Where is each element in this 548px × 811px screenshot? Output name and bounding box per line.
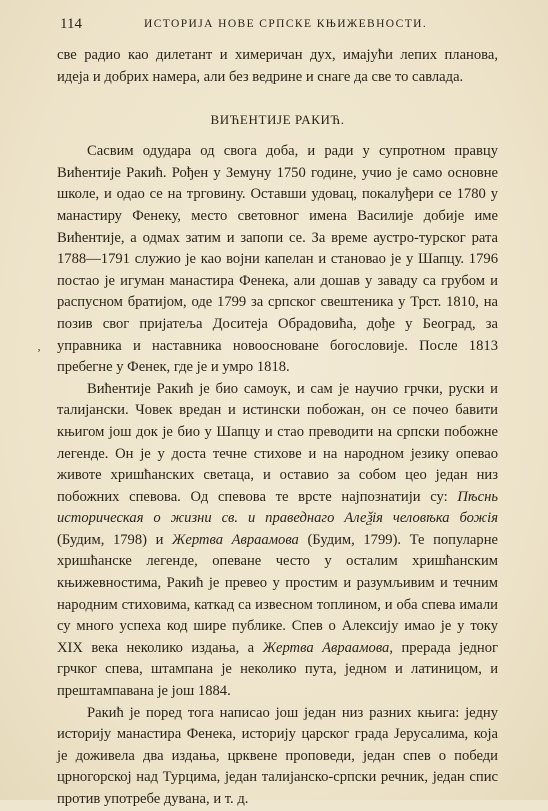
biography-paragraph: Сасвим одудара од свога доба, и ради у супротном правцу Вићентије Ракић. Рођен у Земуну 1750 године, учио је само основне школе, и одао се на трговину. Оставши удовац, покалуђери се 1780 у манастиру Фенеку, место световног имена Василије добије име Вићентије, а одмах затим и запопи се. За време аустро-турског рата 1788—1791 служио је као војни капелан и становао је у Шапцу. 1796 постао је игуман манастира Фенека, али дошав у заваду са грубом и распусном братијом, оде 1799 за српског свештеника у Трст. 1810, на позив свог пријатеља Доситеја Обрадовића, дође у Београд, за управника и наставника новоосноване богословије. После 1813 пребегне у Фенек, где је и умро 1818. xyxy=(57,143,498,376)
running-head: ИСТОРИЈА НОВЕ СРПСКЕ КЊИЖЕВНОСТИ. xyxy=(144,18,428,30)
work-title-abraham: Жертва Авраамова xyxy=(171,531,299,548)
works-text-c: (Будим, 1799). Те популарне хришћанске легенде, опеване често у осталим хришћанским књижевностима, Ракић је превео у простим и разумљивим и течним народним стиховима, каткад са извесном топлином, и оба спева имали су много успеха код шире публике. Спев о Алексију имао је у току XIX века неколико издања, а xyxy=(57,531,498,656)
margin-mark: ʼ xyxy=(37,346,41,360)
works-text-d: , прерада једног грчког спева, штампана је неколико пута, једном и латиницом, и прештампавана је још 1884. xyxy=(57,639,498,700)
page-number: 114 xyxy=(60,16,82,32)
work-title-abraham-2: Жертва Авраамова xyxy=(262,639,390,656)
works-paragraph xyxy=(57,379,498,703)
opening-paragraph: све радио као дилетант и химеричан дух, имајући лепих планова, идеја и добрих намера, али без ведрине и снаге да све то савлада. xyxy=(57,47,498,85)
page-body xyxy=(57,45,498,811)
section-heading: ВИЋЕНТИЈЕ РАКИЋ. xyxy=(210,112,345,128)
other-works-paragraph: Ракић је поред тога написао још један низ разних књига: једну историју манастира Фенека, историју царског града Јерусалима, која је доживела два издања, црквене проповеди, један спев о победи црногорској над Турцима, један талијанско-српски речник, један спис против употребе дувана, и т. д. xyxy=(57,704,498,807)
work-title-alexis: Пѣснь историческая о жизни св. и праведнаго Алеѯія человѣка божія xyxy=(57,488,498,527)
works-text-a: Вићентије Ракић је био самоук, и сам је научио грчки, руски и талијански. Човек вредан и истински побожан, он се почео бавити књигом још док је био у Шапцу и стао преводити на српски побожне легенде. Он је у доста течне стихове и на народном језику опевао животе хришћанских светаца, и оставио за собом цео један низ побожних спевова. Од спевова те врсте најпознатији су: xyxy=(57,380,498,505)
works-text-b: (Будим, 1798) и xyxy=(57,531,172,548)
page-header xyxy=(60,16,490,36)
